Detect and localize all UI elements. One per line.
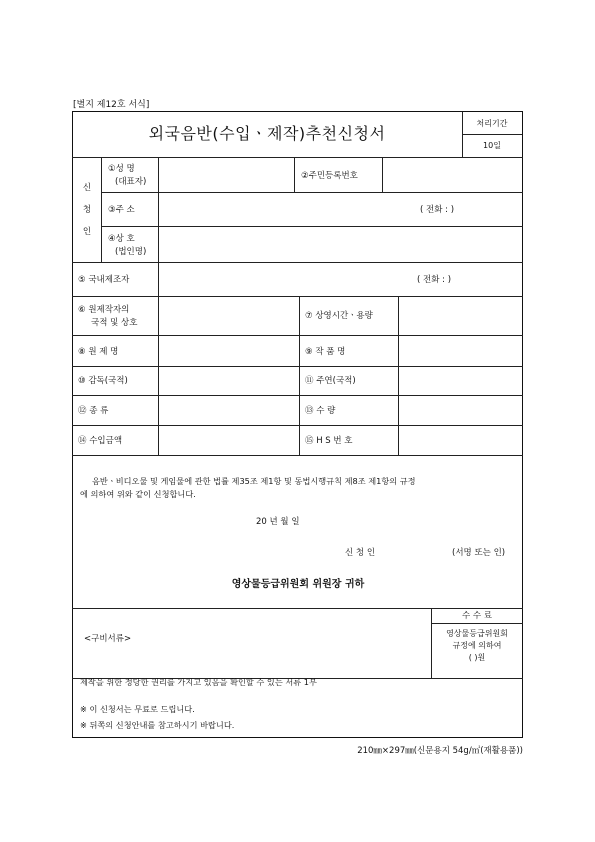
kind-label: ⑫ 종 류 [78,406,109,416]
work-name-input[interactable] [399,336,522,365]
hs-code-input[interactable] [399,426,522,454]
applicant-label-1: 신 [82,183,92,193]
row-rule [72,455,523,456]
import-amount-input[interactable] [159,426,298,454]
fee-line-2: 규정에 의하여 [452,641,502,650]
reg-no-input[interactable] [383,158,522,191]
paper-spec: 210㎜×297㎜(신문용지 54g/㎡(재활용품)) [357,746,523,756]
fee-amount: ( )원 [468,653,486,662]
form-reference: [별지 제12호 서식] [73,100,150,110]
kind-input[interactable] [159,396,298,424]
original-title-input[interactable] [159,336,298,365]
director-input[interactable] [159,367,298,394]
note-guide: ※ 뒤쪽의 신청안내를 참고하시기 바랍니다. [80,720,235,730]
quantity-input[interactable] [399,396,522,424]
company-label: ④상 호 [108,234,135,244]
processing-divider [462,134,522,135]
applicant-label-2: 청 [82,205,92,215]
lead-input[interactable] [399,367,522,394]
required-documents-header: <구비서류> [84,634,132,644]
import-amount-label: ⑭ 수입금액 [78,436,123,446]
processing-period-value: 10일 [483,141,501,150]
processing-period-label: 처리기간 [476,119,508,128]
playtime-input[interactable] [399,297,522,334]
original-author-input[interactable] [159,297,298,334]
company-label-sub: (법인명) [115,247,147,257]
col-rule [299,296,300,455]
form-title: 외국음반(수입ㆍ제작)추천신청서 [148,124,386,143]
col-rule [294,157,295,192]
domestic-maker-label: ⑤ 국내제조자 [78,275,130,285]
reg-no-label: ②주민등록번호 [301,171,358,181]
lead-label: ⑪ 주연(국적) [305,376,356,386]
playtime-label: ⑦ 상영시간ㆍ용량 [305,311,373,321]
col-rule [101,157,102,262]
signature-note: (서명 또는 인) [452,548,506,558]
domestic-maker-phone: ( 전화 : ) [417,275,452,285]
director-label: ⑩ 감독(국적) [78,376,128,386]
applicant-sign-label: 신 청 인 [345,548,376,558]
name-label: ①성 명 [108,164,135,174]
fee-line-1: 영상물등급위원회 [446,629,508,638]
fee-header-rule [431,623,523,624]
application-date: 20 년 월 일 [256,517,300,527]
company-input[interactable] [159,227,522,261]
name-input[interactable] [159,158,293,191]
address-label: ③주 소 [108,205,135,215]
original-author-label-sub: 국적 및 상호 [91,318,138,328]
required-document-item: 제작을 위한 정당한 권리를 가지고 있음을 확인할 수 있는 서류 1부 [80,677,317,687]
hs-code-label: ⑮ H S 번 호 [305,436,353,446]
address-input[interactable] [159,193,419,225]
original-title-label: ⑧ 원 제 명 [78,347,119,357]
declaration-line-1: 음반ㆍ비디오물 및 게임물에 관한 법률 제35조 제1항 및 동법시행규칙 제8조 제1항의 규정 [92,476,416,486]
applicant-name-input[interactable] [385,543,445,561]
work-name-label: ⑨ 작 품 명 [305,347,346,357]
applicant-label-3: 인 [82,227,92,237]
address-phone: ( 전화 : ) [420,205,455,215]
declaration-line-2: 에 의하여 위와 같이 신청합니다. [80,489,196,499]
note-free: ※ 이 신청서는 무료로 드립니다. [80,704,195,714]
name-label-sub: (대표자) [115,177,147,187]
addressee: 영상물등급위원회 위원장 귀하 [231,579,365,590]
domestic-maker-input[interactable] [159,263,409,295]
row-rule [72,608,523,609]
fee-header: 수 수 료 [461,611,493,621]
original-author-label: ⑥ 원제작자의 [78,305,130,315]
quantity-label: ⑬ 수 량 [305,406,336,416]
